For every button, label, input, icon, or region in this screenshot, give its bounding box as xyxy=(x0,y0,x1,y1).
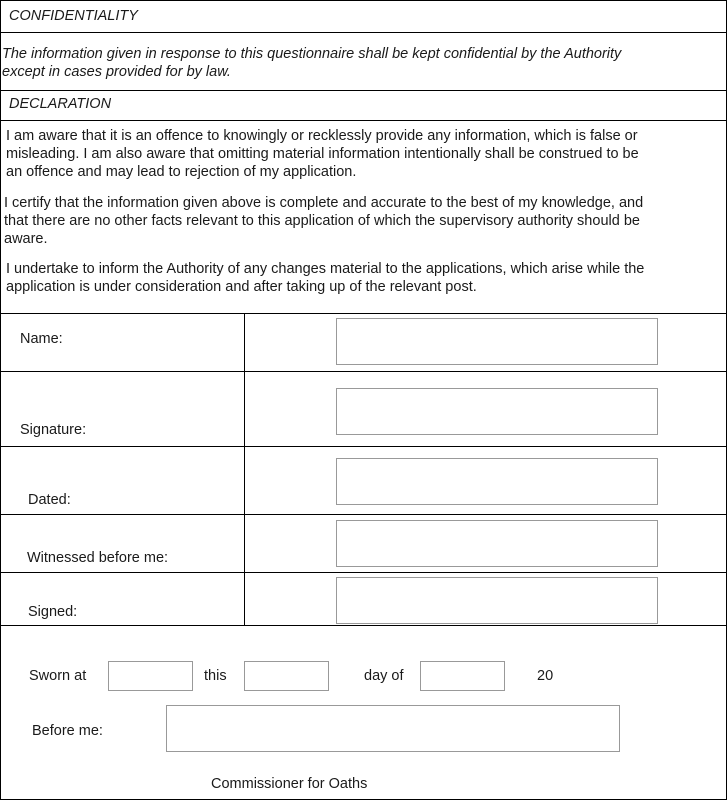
divider xyxy=(0,572,727,573)
sworn-at-label: Sworn at xyxy=(29,668,87,684)
declaration-paragraph-3: I undertake to inform the Authority of any changes material to the applications, which arise while the application is under consideration and after taking up of the relevant post. xyxy=(6,261,645,295)
declaration-heading: DECLARATION xyxy=(9,96,112,112)
signature-label: Signature: xyxy=(20,422,87,438)
dated-label: Dated: xyxy=(28,492,71,508)
commissioner-label: Commissioner for Oaths xyxy=(211,776,368,792)
signed-label: Signed: xyxy=(28,604,78,620)
divider xyxy=(0,90,727,91)
confidentiality-heading: CONFIDENTIALITY xyxy=(9,8,138,24)
signed-field[interactable] xyxy=(336,577,658,624)
day-of-label: day of xyxy=(364,668,404,684)
witnessed-field[interactable] xyxy=(336,520,658,567)
confidentiality-text-line1: The information given in response to this questionnaire shall be kept confidential by the Authority xyxy=(2,46,622,62)
divider xyxy=(0,313,727,314)
declaration-paragraph-2: I certify that the information given above is complete and accurate to the best of my knowledge, and that there are no other facts relevant to this application of which the supervisory authority should be aware. xyxy=(4,195,644,247)
day-field[interactable] xyxy=(244,661,329,691)
month-field[interactable] xyxy=(420,661,505,691)
this-label: this xyxy=(204,668,227,684)
declaration-paragraph-1: I am aware that it is an offence to knowingly or recklessly provide any information, which is false or misleading. I am also aware that omitting material information intentionally shall be construed to be an offence and may lead to rejection of my application. xyxy=(6,128,639,180)
before-me-field[interactable] xyxy=(166,705,620,752)
sworn-at-field[interactable] xyxy=(108,661,193,691)
witnessed-label: Witnessed before me: xyxy=(27,550,169,566)
before-me-label: Before me: xyxy=(32,723,103,739)
divider xyxy=(0,120,727,121)
dated-field[interactable] xyxy=(336,458,658,505)
divider xyxy=(0,446,727,447)
name-label: Name: xyxy=(20,331,63,347)
divider xyxy=(0,625,727,626)
signature-field[interactable] xyxy=(336,388,658,435)
year-prefix: 20 xyxy=(537,668,554,684)
divider xyxy=(0,371,727,372)
divider xyxy=(0,32,727,33)
divider xyxy=(0,514,727,515)
name-field[interactable] xyxy=(336,318,658,365)
confidentiality-text-line2: except in cases provided for by law. xyxy=(2,64,231,80)
column-divider xyxy=(244,313,245,625)
